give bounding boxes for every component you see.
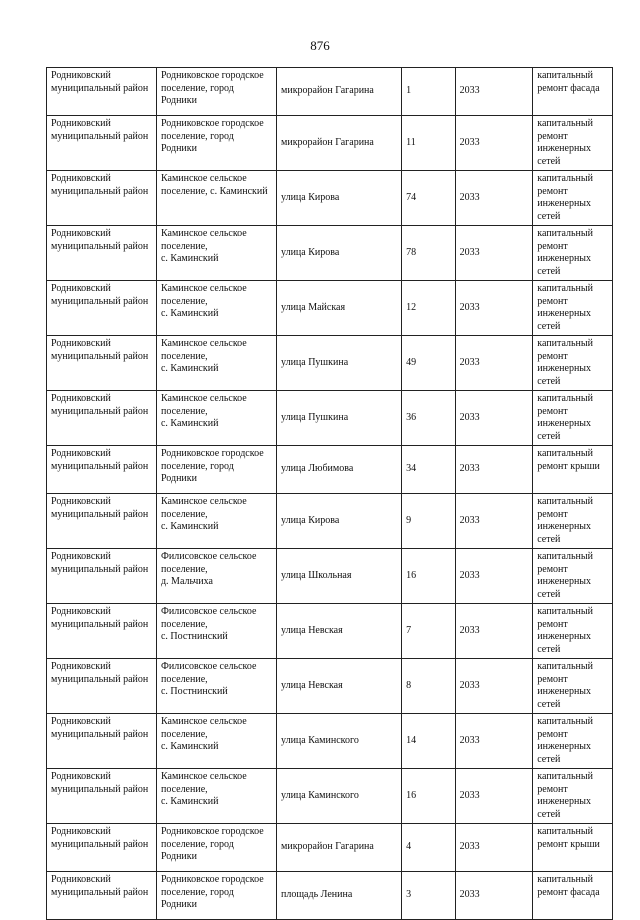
street-cell: улица Каминского: [277, 769, 402, 824]
house-number-cell: 16: [402, 549, 455, 604]
work-type-cell: капитальный ремонт инженерных сетей: [533, 226, 613, 281]
table-row: [47, 171, 613, 226]
house-number-cell: 8: [402, 659, 455, 714]
settlement-cell: Каминское сельское поселение, с. Каминский: [156, 281, 276, 336]
district-cell: Родниковский муниципальный район: [47, 391, 157, 446]
house-number-cell: 11: [402, 116, 455, 171]
district-cell: Родниковский муниципальный район: [47, 226, 157, 281]
house-number-cell: 7: [402, 604, 455, 659]
work-type-cell: капитальный ремонт инженерных сетей: [533, 171, 613, 226]
housing-repair-table: [46, 67, 613, 920]
year-cell: 2033: [455, 824, 533, 872]
house-number-cell: 12: [402, 281, 455, 336]
house-number-cell: 49: [402, 336, 455, 391]
settlement-cell: Филисовское сельское поселение, с. Постнинский: [156, 604, 276, 659]
year-cell: 2033: [455, 446, 533, 494]
district-cell: Родниковский муниципальный район: [47, 494, 157, 549]
house-number-cell: 9: [402, 494, 455, 549]
street-cell: улица Кирова: [277, 494, 402, 549]
street-cell: улица Школьная: [277, 549, 402, 604]
year-cell: 2033: [455, 604, 533, 659]
year-cell: 2033: [455, 549, 533, 604]
settlement-cell: Каминское сельское поселение, с. Каминский: [156, 171, 276, 226]
year-cell: 2033: [455, 226, 533, 281]
house-number-cell: 36: [402, 391, 455, 446]
work-type-cell: капитальный ремонт инженерных сетей: [533, 336, 613, 391]
settlement-cell: Каминское сельское поселение, с. Каминский: [156, 391, 276, 446]
table-row: [47, 68, 613, 116]
settlement-cell: Каминское сельское поселение, с. Каминский: [156, 714, 276, 769]
work-type-cell: капитальный ремонт инженерных сетей: [533, 769, 613, 824]
settlement-cell: Каминское сельское поселение, с. Каминский: [156, 226, 276, 281]
table-row: [47, 769, 613, 824]
work-type-cell: капитальный ремонт инженерных сетей: [533, 116, 613, 171]
district-cell: Родниковский муниципальный район: [47, 659, 157, 714]
year-cell: 2033: [455, 171, 533, 226]
table-row: [47, 494, 613, 549]
street-cell: микрорайон Гагарина: [277, 824, 402, 872]
house-number-cell: 3: [402, 872, 455, 920]
street-cell: улица Кирова: [277, 226, 402, 281]
house-number-cell: 4: [402, 824, 455, 872]
house-number-cell: 14: [402, 714, 455, 769]
year-cell: 2033: [455, 391, 533, 446]
street-cell: улица Пушкина: [277, 336, 402, 391]
settlement-cell: Каминское сельское поселение, с. Каминский: [156, 494, 276, 549]
work-type-cell: капитальный ремонт крыши: [533, 446, 613, 494]
district-cell: Родниковский муниципальный район: [47, 68, 157, 116]
table-row: [47, 391, 613, 446]
street-cell: улица Кирова: [277, 171, 402, 226]
table-row: [47, 281, 613, 336]
work-type-cell: капитальный ремонт инженерных сетей: [533, 549, 613, 604]
settlement-cell: Родниковское городское поселение, город Родники: [156, 446, 276, 494]
settlement-cell: Каминское сельское поселение, с. Каминский: [156, 336, 276, 391]
settlement-cell: Родниковское городское поселение, город Родники: [156, 116, 276, 171]
year-cell: 2033: [455, 714, 533, 769]
table-row: [47, 659, 613, 714]
year-cell: 2033: [455, 116, 533, 171]
work-type-cell: капитальный ремонт инженерных сетей: [533, 604, 613, 659]
page-number: 876: [310, 38, 330, 53]
settlement-cell: Родниковское городское поселение, город Родники: [156, 824, 276, 872]
table-row: [47, 549, 613, 604]
work-type-cell: капитальный ремонт крыши: [533, 824, 613, 872]
year-cell: 2033: [455, 872, 533, 920]
district-cell: Родниковский муниципальный район: [47, 714, 157, 769]
work-type-cell: капитальный ремонт фасада: [533, 68, 613, 116]
street-cell: улица Любимова: [277, 446, 402, 494]
year-cell: 2033: [455, 68, 533, 116]
street-cell: улица Каминского: [277, 714, 402, 769]
district-cell: Родниковский муниципальный район: [47, 549, 157, 604]
house-number-cell: 34: [402, 446, 455, 494]
street-cell: улица Невская: [277, 659, 402, 714]
house-number-cell: 74: [402, 171, 455, 226]
house-number-cell: 1: [402, 68, 455, 116]
street-cell: улица Пушкина: [277, 391, 402, 446]
street-cell: микрорайон Гагарина: [277, 116, 402, 171]
street-cell: микрорайон Гагарина: [277, 68, 402, 116]
table-row: [47, 714, 613, 769]
district-cell: Родниковский муниципальный район: [47, 824, 157, 872]
work-type-cell: капитальный ремонт инженерных сетей: [533, 391, 613, 446]
settlement-cell: Филисовское сельское поселение, с. Постнинский: [156, 659, 276, 714]
street-cell: площадь Ленина: [277, 872, 402, 920]
year-cell: 2033: [455, 769, 533, 824]
district-cell: Родниковский муниципальный район: [47, 446, 157, 494]
settlement-cell: Родниковское городское поселение, город Родники: [156, 872, 276, 920]
district-cell: Родниковский муниципальный район: [47, 769, 157, 824]
settlement-cell: Родниковское городское поселение, город Родники: [156, 68, 276, 116]
table-body: [47, 68, 613, 920]
street-cell: улица Невская: [277, 604, 402, 659]
table-row: [47, 446, 613, 494]
district-cell: Родниковский муниципальный район: [47, 116, 157, 171]
house-number-cell: 16: [402, 769, 455, 824]
district-cell: Родниковский муниципальный район: [47, 281, 157, 336]
work-type-cell: капитальный ремонт фасада: [533, 872, 613, 920]
table-row: [47, 336, 613, 391]
settlement-cell: Филисовское сельское поселение, д. Мальчиха: [156, 549, 276, 604]
house-number-cell: 78: [402, 226, 455, 281]
settlement-cell: Каминское сельское поселение, с. Каминский: [156, 769, 276, 824]
year-cell: 2033: [455, 336, 533, 391]
year-cell: 2033: [455, 659, 533, 714]
work-type-cell: капитальный ремонт инженерных сетей: [533, 714, 613, 769]
district-cell: Родниковский муниципальный район: [47, 604, 157, 659]
year-cell: 2033: [455, 281, 533, 336]
table-row: [47, 604, 613, 659]
work-type-cell: капитальный ремонт инженерных сетей: [533, 281, 613, 336]
table-row: [47, 116, 613, 171]
district-cell: Родниковский муниципальный район: [47, 872, 157, 920]
year-cell: 2033: [455, 494, 533, 549]
work-type-cell: капитальный ремонт инженерных сетей: [533, 494, 613, 549]
district-cell: Родниковский муниципальный район: [47, 171, 157, 226]
table-row: [47, 872, 613, 920]
district-cell: Родниковский муниципальный район: [47, 336, 157, 391]
table-row: [47, 226, 613, 281]
street-cell: улица Майская: [277, 281, 402, 336]
table-row: [47, 824, 613, 872]
work-type-cell: капитальный ремонт инженерных сетей: [533, 659, 613, 714]
